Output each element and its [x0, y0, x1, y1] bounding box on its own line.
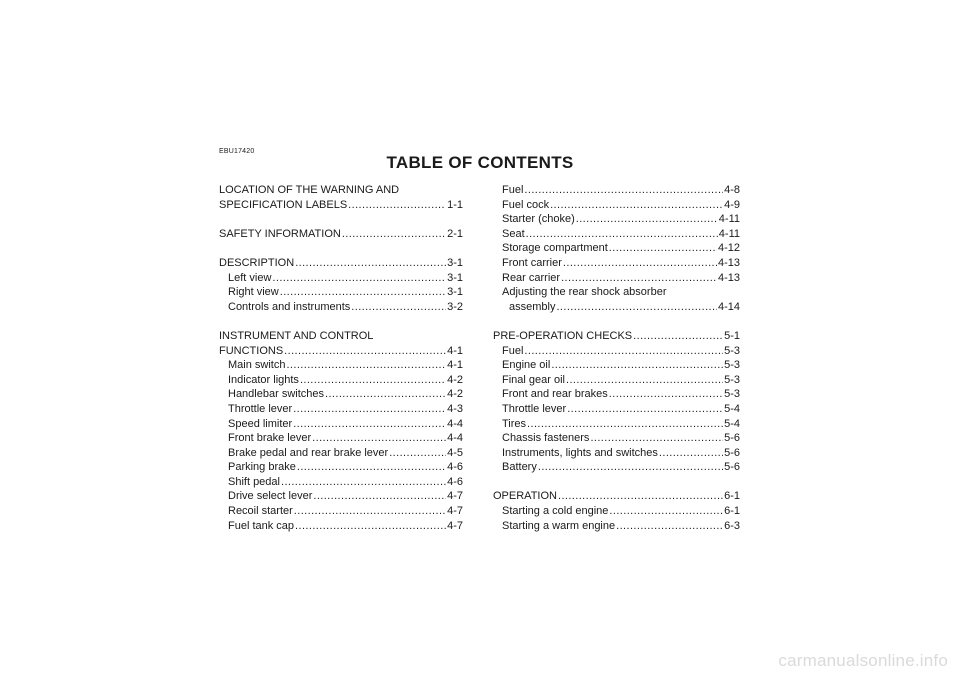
dot-leader — [566, 373, 723, 388]
toc-entry-page: 5-4 — [724, 417, 740, 430]
toc-entry-page: 4-2 — [447, 373, 463, 386]
toc-entry-text: Brake pedal and rear brake lever — [228, 446, 389, 459]
toc-entry-text: Fuel tank cap — [228, 519, 295, 532]
toc-entry-page: 4-11 — [718, 227, 740, 240]
dot-leader — [616, 519, 723, 534]
toc-entry-check-throttle-lever — [493, 402, 740, 417]
toc-entry-page: 4-8 — [724, 184, 740, 196]
dot-leader — [609, 241, 717, 256]
toc-entry-front-carrier — [493, 256, 740, 271]
document-code: EBU17420 — [219, 148, 255, 155]
dot-leader — [558, 489, 723, 504]
toc-entry-page: 6-3 — [724, 519, 740, 532]
dot-leader — [576, 212, 718, 227]
dot-leader — [351, 300, 446, 315]
toc-entry-text: Battery — [502, 461, 537, 474]
dot-leader — [342, 227, 446, 242]
toc-entry-text: Recoil starter — [228, 505, 293, 518]
dot-leader — [300, 373, 446, 388]
spacer — [219, 212, 463, 227]
toc-entry-functions — [219, 344, 463, 359]
toc-entry-text: Instruments, lights and switches — [502, 446, 658, 459]
dot-leader — [348, 198, 446, 213]
toc-entry-page: 2-1 — [447, 227, 463, 240]
dot-leader — [561, 271, 717, 286]
toc-entry-page: 3-1 — [447, 286, 463, 299]
toc-entry-page: 5-6 — [724, 432, 740, 445]
toc-entry-text: Front and rear brakes — [502, 388, 608, 401]
page-title: TABLE OF CONTENTS — [386, 153, 574, 172]
toc-entry-text: Fuel cock — [502, 198, 550, 211]
toc-entry-page: 4-3 — [447, 402, 463, 415]
toc-entry-brake-pedal — [219, 446, 463, 461]
toc-entry-location-heading — [219, 183, 463, 198]
toc-entry-seat — [493, 227, 740, 242]
dot-leader — [281, 475, 446, 490]
toc-entry-text: Front brake lever — [228, 432, 312, 445]
toc-entry-controls-instruments — [219, 300, 463, 315]
dot-leader — [633, 329, 723, 344]
spacer — [493, 314, 740, 329]
toc-entry-page: 4-13 — [717, 271, 740, 284]
toc-entry-text: Speed limiter — [228, 417, 293, 430]
toc-entry-fuel — [493, 183, 740, 198]
toc-entry-tires — [493, 417, 740, 432]
dot-leader — [284, 344, 446, 359]
spacer — [219, 241, 463, 256]
toc-entry-shock-assembly — [493, 300, 740, 315]
toc-entry-text: Handlebar switches — [228, 388, 324, 401]
toc-entry-operation — [493, 489, 740, 504]
toc-entry-instruments-lights-switches — [493, 446, 740, 461]
dot-leader — [609, 387, 723, 402]
toc-entry-text: Seat — [502, 227, 525, 240]
toc-entry-shift-pedal — [219, 475, 463, 490]
toc-entry-page: 3-1 — [447, 271, 463, 284]
toc-entry-text: Adjusting the rear shock absorber — [502, 286, 667, 299]
toc-entry-page: 6-1 — [724, 505, 740, 518]
toc-entry-drive-select-lever — [219, 489, 463, 504]
dot-leader — [293, 402, 446, 417]
toc-entry-cold-engine — [493, 504, 740, 519]
toc-entry-text: Front carrier — [502, 256, 562, 269]
dot-leader — [563, 256, 717, 271]
toc-entry-page: 4-1 — [447, 344, 463, 357]
toc-entry-right-view — [219, 285, 463, 300]
dot-leader — [551, 358, 723, 373]
toc-entry-page: 4-7 — [447, 519, 463, 532]
toc-entry-recoil-starter — [219, 504, 463, 519]
toc-entry-page: 4-4 — [447, 432, 463, 445]
toc-entry-page: 5-3 — [724, 373, 740, 386]
toc-entry-page: 4-7 — [447, 490, 463, 503]
dot-leader — [659, 446, 723, 461]
toc-entry-check-fuel — [493, 344, 740, 359]
toc-entry-starter-choke — [493, 212, 740, 227]
dot-leader — [280, 285, 446, 300]
dot-leader — [272, 271, 446, 286]
toc-entry-text: Rear carrier — [502, 271, 561, 284]
toc-entry-text: DESCRIPTION — [219, 256, 295, 269]
toc-entry-final-gear-oil — [493, 373, 740, 388]
toc-entry-page: 4-14 — [717, 300, 740, 313]
dot-leader — [526, 227, 718, 242]
toc-entry-safety-information — [219, 227, 463, 242]
toc-entry-speed-limiter — [219, 417, 463, 432]
toc-entry-rear-carrier — [493, 271, 740, 286]
toc-entry-indicator-lights — [219, 373, 463, 388]
toc-entry-page: 4-11 — [718, 213, 740, 226]
toc-entry-page: 4-1 — [447, 359, 463, 372]
dot-leader — [389, 446, 446, 461]
toc-entry-text: Chassis fasteners — [502, 432, 590, 445]
dot-leader — [556, 300, 717, 315]
toc-entry-page: 5-3 — [724, 344, 740, 357]
toc-entry-page: 5-3 — [724, 388, 740, 401]
toc-entry-page: 3-1 — [447, 256, 463, 269]
toc-entry-text: Starting a cold engine — [502, 505, 609, 518]
toc-entry-description — [219, 256, 463, 271]
toc-left-column — [219, 183, 463, 533]
toc-entry-text: Storage compartment — [502, 242, 608, 255]
toc-entry-chassis-fasteners — [493, 431, 740, 446]
dot-leader — [293, 417, 446, 432]
toc-entry-page: 5-6 — [724, 461, 740, 474]
toc-entry-text: Engine oil — [502, 359, 551, 372]
dot-leader — [524, 183, 723, 198]
toc-entry-text: Shift pedal — [228, 475, 280, 488]
toc-entry-front-rear-brakes — [493, 387, 740, 402]
toc-entry-main-switch — [219, 358, 463, 373]
toc-entry-page: 4-6 — [447, 461, 463, 474]
toc-entry-page: 4-7 — [447, 505, 463, 518]
dot-leader — [312, 431, 446, 446]
dot-leader — [527, 417, 723, 432]
toc-entry-text: Left view — [228, 271, 272, 284]
toc-entry-text: Throttle lever — [502, 402, 567, 415]
toc-entry-page: 4-13 — [717, 256, 740, 269]
toc-entry-page: 5-6 — [724, 446, 740, 459]
watermark: carmanualsonline.info — [778, 651, 948, 670]
toc-entry-page: 4-4 — [447, 417, 463, 430]
toc-entry-text: SAFETY INFORMATION — [219, 227, 341, 240]
dot-leader — [325, 387, 446, 402]
toc-entry-battery — [493, 460, 740, 475]
toc-entry-throttle-lever — [219, 402, 463, 417]
toc-entry-text: Starter (choke) — [502, 213, 575, 226]
dot-leader — [609, 504, 723, 519]
spacer — [493, 475, 740, 490]
toc-entry-page: 5-3 — [724, 359, 740, 372]
dot-leader — [524, 344, 723, 359]
dot-leader — [286, 358, 446, 373]
toc-entry-specification-labels — [219, 198, 463, 213]
toc-entry-page: 4-6 — [447, 475, 463, 488]
toc-entry-fuel-cock — [493, 198, 740, 213]
toc-entry-handlebar-switches — [219, 387, 463, 402]
toc-entry-text: assembly — [509, 300, 556, 313]
toc-entry-engine-oil — [493, 358, 740, 373]
dot-leader — [567, 402, 723, 417]
toc-entry-text: Main switch — [228, 359, 286, 372]
toc-entry-text: Final gear oil — [502, 373, 565, 386]
toc-entry-page: 4-12 — [717, 242, 740, 255]
toc-entry-page: 4-2 — [447, 388, 463, 401]
dot-leader — [295, 519, 446, 534]
toc-entry-page: 1-1 — [447, 198, 463, 211]
toc-entry-text: SPECIFICATION LABELS — [219, 198, 348, 211]
toc-entry-warm-engine — [493, 519, 740, 534]
spacer — [219, 314, 463, 329]
toc-entry-fuel-tank-cap — [219, 519, 463, 534]
dot-leader — [538, 460, 723, 475]
toc-entry-parking-brake — [219, 460, 463, 475]
dot-leader — [294, 504, 446, 519]
toc-entry-text: Drive select lever — [228, 490, 313, 503]
toc-entry-front-brake-lever — [219, 431, 463, 446]
toc-entry-text: Parking brake — [228, 461, 296, 474]
toc-entry-storage-compartment — [493, 241, 740, 256]
toc-entry-text: OPERATION — [493, 490, 557, 503]
toc-entry-text: FUNCTIONS — [219, 344, 284, 357]
dot-leader — [550, 198, 723, 213]
dot-leader — [590, 431, 723, 446]
toc-entry-page: 5-4 — [724, 402, 740, 415]
toc-entry-page: 5-1 — [724, 329, 740, 342]
toc-entry-text: Right view — [228, 286, 279, 299]
dot-leader — [313, 489, 446, 504]
toc-entry-instrument-heading — [219, 329, 463, 344]
toc-entry-page: 6-1 — [724, 490, 740, 503]
toc-entry-text: Throttle lever — [228, 402, 293, 415]
toc-entry-page: 3-2 — [447, 300, 463, 313]
toc-entry-text: Starting a warm engine — [502, 519, 616, 532]
toc-entry-text: LOCATION OF THE WARNING AND — [219, 184, 400, 196]
dot-leader — [295, 256, 446, 271]
toc-entry-text: PRE-OPERATION CHECKS — [493, 329, 633, 342]
toc-entry-page: 4-9 — [724, 198, 740, 211]
toc-entry-rear-shock-heading — [493, 285, 740, 300]
toc-entry-pre-operation-checks — [493, 329, 740, 344]
toc-entry-left-view — [219, 271, 463, 286]
toc-entry-text: Tires — [502, 417, 527, 430]
toc-entry-text: Indicator lights — [228, 373, 299, 386]
toc-entry-text: Fuel — [502, 344, 524, 357]
toc-entry-text: Controls and instruments — [228, 300, 351, 313]
toc-entry-text: Fuel — [502, 184, 524, 196]
toc-entry-text: INSTRUMENT AND CONTROL — [219, 329, 374, 342]
toc-right-column — [493, 183, 740, 533]
dot-leader — [297, 460, 446, 475]
toc-entry-page: 4-5 — [447, 446, 463, 459]
